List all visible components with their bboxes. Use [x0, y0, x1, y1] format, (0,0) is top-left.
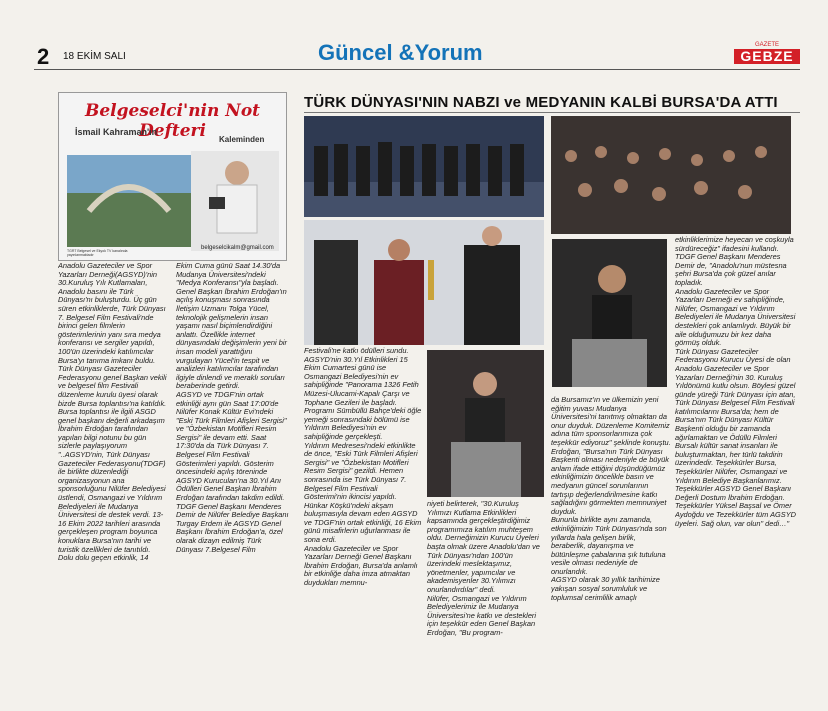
column-email: belgeselcikalm@gmail.com	[201, 245, 274, 251]
photo-audience	[551, 116, 791, 234]
column-author-suffix: Kaleminden	[219, 135, 265, 144]
section-title: Güncel &Yorum	[318, 40, 483, 65]
newspaper-logo	[734, 42, 800, 64]
column-title: Belgeselci'nin Not Defteri	[84, 101, 261, 141]
photo-group-stage	[304, 116, 544, 217]
issue-date: 18 EKİM SALI	[63, 51, 126, 62]
article-column-6: etkinliklerimize heyecan ve coşkuyla sürdüreceğiz" ifadesini kullandı. TDGF Genel Başkanı Menderes Demir de, "Anadolu'nun müstesna şehri Bursa'da çok güzel anılar topladık. Anadolu Gazeteciler ve Spor Yazarları Derneği ev sahipliğinde, Nilüfer, Osmangazi ve Yıldırım Belediyeleri ile Mudanya Üniversitesi destekleri çok anlamlıydı. Büyük bir aile olduğumuzu bir kez daha görmüş olduk. Türk Dünyası Gazeteciler Federasyonu Kurucu Üyesi de olan Anadolu Gazeteciler ve Spor Yazarları Derneği'nin 30. Kuruluş Yıldönümü kutlu olsun. Böylesi güzel günde yüreği Türk Dünyası için atan, Türk Dünyası Belgesel Film Festivali katılımcılarını Bursa'da; hem de Bursa'nın Türk Dünyası Kültür Başkenti olduğu bir zamanda ağırlamaktan ve Ödüllü Filmleri Bursalı kültür sanat insanları ile buluşturmaktan, her türlü takdirin üzerindedir. Teşekkürler Bursa, Teşekkürler Nilüfer, Osmangazi ve Yıldırım Belediye Başkanlarımız. Teşekkürler AGSYD Genel Başkanı Değerli Dostum İbrahim Erdoğan. Teşekkürler Yüksel Başsal ve Ömer Aydoğdu ve Tezekkürler tüm AGSYD üyeleri. Sağ olun, var olun" dedi…"	[675, 236, 796, 528]
header-divider	[34, 69, 800, 70]
article-column-3: Festivali'ne katkı ödülleri sundu. AGSYD'nin 30.Yıl Etkinlikleri 15 Ekim Cumartesi günü ise Osmangazi Belediyesi'nin ev sahipliğinde "Panorama 1326 Fetih Müzesi-Ulucami-Kapalı Çarşı ve Tophane Gezileri ile başladı. Programı Sümbüllü Bahçe'deki öğle yemeği sonrasındaki bölümü ise Yıldırım Belediyesi'nin ev sahipliğinde gerçekleşti. Yıldırım Medresesi'ndeki etkinlikte de önce, "Eski Türk Filmleri Afişleri Sergisi" ve "Özbekistan Motifleri Resim Sergisi" gezildi. Hemen sonrasında ise Türk Dünyası 7. Belgesel Film Festivali Gösterimi'nin ikincisi yapıldı. Hünkar Köşkü'ndeki akşam buluşmasıyla devam eden AGSYD ve TDGF'nin ortak etkinliği, 16 Ekim günü misafirlerin uğurlanması ile sona erdi. Anadolu Gazeteciler ve Spor Yazarları Derneği Genel Başkanı İbrahim Erdoğan, Bursa'da anlamlı bir etkinliğe daha imza atmaktan duydukları memnu-	[304, 347, 422, 588]
article-column-5: da Bursamız'ın ve ülkemizin yeni eğitim yuvası Mudanya Üniversitesi'ni tanıtmış olmaktan da onur duyduk. Düzenleme Komitemiz adına tüm sponsorlarımıza çok teşekkür ediyoruz" şeklinde konuştu. Erdoğan, "Bursa'nın Türk Dünyası Başkenti olması nedeniyle de büyük anlam ifade ettiğini düşündüğümüz etkinliğimizin öncelikle basın ve medyanın güncel sorunlarının tartışıp değerlendirilmesine katkı sağladığını görmekten memnuniyet duyduk. Bununla birlikte aynı zamanda, etkinliğimizin Türk Dünyası'nda son yıllarda hala gelişen birlik, beraberlik, dayanışma ve bütünleşme çabalarına şık tutuluna vesile olması nedeniyle de onurlandık. AGSYD olarak 30 yıllık tarihimize yakışan sosyal sorumluluk ve toplumsal cerimlilik amaçlı	[551, 396, 671, 602]
photo-speaker	[552, 239, 667, 387]
logo-main-text: GEBZE	[734, 49, 800, 64]
column-header-box	[58, 92, 287, 261]
page-number: 2	[37, 44, 50, 69]
headline-divider	[304, 112, 800, 113]
logo-top-text: GAZETE	[754, 42, 779, 48]
article-column-1: Anadolu Gazeteciler ve Spor Yazarları Derneği(AGSYD)'nin 30.Kuruluş Yılı Kutlamaları, Anadolu basını ile Türk Dünyası'nı buluşturdu. Üç gün süren etkinliklerde, Türk Dünyası 7. Belgesel Film Festivali'nde birinci gelen filmlerin gösterimlerinin yanı sıra medya konferansı ve sergiler yapıldı, 100'ün üzerindeki katılımcılar Bursa'yı tanıma imkanı buldu. Türk Dünyası Gazeteciler Federasyonu genel Başkan vekili ve belgesel film Festivali düzenleme kurulu üyesi olarak bizde Bursa toplantısı'na katıldık. Bursa toplantısı ile ilgili ASGD genel başkanı değerli arkadaşım İbrahim Erdoğan tarafından yapılan bilgi notunu bu gün sizlerle paylaşıyorum "..AGSYD'nin, Türk Dünyası Gazeteciler Federasyonu(TDGF) ile birlikte düzenlediği organizasyonun ana sponsorluğunu Nilüfer Belediyesi üstlendi, Osmangazi ve Yıldırım Belediyeleri ile Mudanya Üniversitesi de destek verdi. 13-16 Ekim 2022 tarihleri arasında gerçekleşen program boyunca konuklara Bursa'nın tarihi ve turistik özellikleri de tanıtıldı. Dolu dolu geçen etkinlik, 14	[58, 262, 167, 563]
column-footer-small: TGRT Belgesel ve Ekyok TV kanalında yayınlanmaktadır	[67, 249, 128, 257]
column-author: İsmail Kahraman'ın	[75, 127, 158, 137]
photo-award	[304, 220, 544, 345]
article-column-4: niyeti belirterek, "30.Kuruluş Yılımızı Kutlama Etkinlikleri kapsamında gerçekleştirdiğimiz programımıza katılım muhteşem oldu. Derneğimizin Kurucu Üyeleri başta olmak üzere Anadolu'dan ve Türk Dünyası'ndan 100'ün üzerindeki meslektaşımız, yönetmenler, yapımcılar ve akademisyenler 30.Yılımızı onurlandırdılar" dedi. Nilüfer, Osmangazi ve Yıldırım Belediyelerimiz ile Mudanya Üniversitesi'ne katkı ve destekleri için teşekkür eden Genel Başkan Erdoğan, "Bu program-	[427, 500, 540, 637]
article-column-2: Ekim Cuma günü Saat 14.30'da Mudanya Üniversitesi'ndeki "Medya Konferansı"yla başladı. Genel Başkan İbrahim Erdoğan'ın açılış konuşması sonrasında İletişim Uzmanı Tolga Yücel, teknolojik gelişmelerin insan yaşamı nasıl biçimlendirdiğini anlattı. Özellikle internet dünyasındaki değişimlerin yeni bir insan modeli yarattığını vurgulayan Yücel'in tespit ve analizleri katılımcılar tarafından ilgiyle dinlendi ve meraklı soruları beraberinde getirdi. AGSYD ve TDGF'nin ortak etkinliği aynı gün Saat 17:00'de Nilüfer Konak Kültür Evi'ndeki "Eski Türk Filmleri Afişleri Sergisi" ve "Özbekistan Motifleri Resim Sergisi" ile devam etti. Saat 17:30'da da Türk Dünyası 7. Belgesel Film Festivali Gösterimleri yapıldı. Gösterim öncesindeki açılış töreninde AGSYD Kurucuları'na 30.Yıl Anı Ödülleri Genel Başkan İbrahim Erdoğan tarafından takdim edildi. TDGF Genel Başkanı Menderes Demir de Nilüfer Belediye Başkanı Turgay Erdem ile AGSYD Genel Başkanı İbrahim Erdoğan'a, özel olarak dizayn edilmiş Türk Dünyası 7.Belgesel Film	[176, 262, 289, 554]
photo-podium	[427, 350, 544, 497]
article-headline: TÜRK DÜNYASI'NIN NABZI ve MEDYANIN KALBİ BURSA'DA ATTI	[304, 94, 778, 111]
